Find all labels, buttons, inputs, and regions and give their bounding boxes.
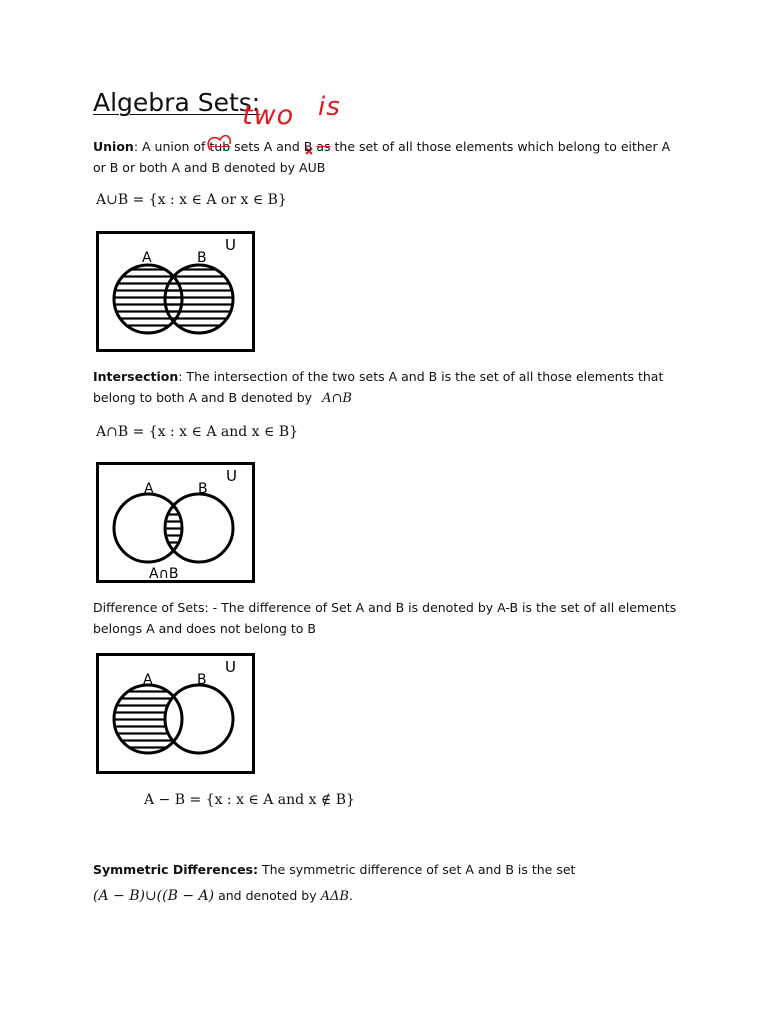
intersection-venn-diagram [96,462,256,584]
intersection-paragraph [93,366,683,409]
difference-label-a: A [143,672,153,688]
intersection-term: Intersection [93,369,179,384]
union-text-1: : A union of [133,139,210,154]
union-label-u: U [225,236,236,254]
intersection-inline-symbol: A∩B [322,391,352,406]
union-text-2: sets A and B [230,139,317,154]
difference-paragraph [93,597,683,639]
intersection-caption: A∩B [149,566,179,582]
union-venn-diagram [96,231,256,353]
symmetric-text-3: . [348,888,353,903]
intersection-label-a: A [144,481,154,497]
intersection-text-1: : The intersection of the two sets A and B is the set of all those elements that [178,369,664,384]
page-title: Algebra Sets: [93,88,261,117]
intersection-label-u: U [226,467,237,485]
symmetric-line2 [93,885,683,907]
difference-text-1: Difference of Sets: - The difference of Set A and B is denoted by A-B is the set of all elements [93,600,677,615]
symmetric-text-1: The symmetric difference of set A and B is the set [258,862,576,877]
union-text-3: the set of all those elements which belong to either A [330,139,671,154]
union-formula: A∪B = {x : x ∈ A or x ∈ B} [96,192,287,208]
difference-label-u: U [225,658,236,676]
union-label-b: B [197,250,207,266]
difference-venn-diagram [96,653,256,775]
struck-word-2: as [316,139,331,154]
difference-text-line2: belongs A and does not belong to B [93,621,316,636]
intersection-text-line2: belong to both A and B denoted by [93,390,313,405]
union-term: Union [93,139,134,154]
symmetric-inline-symbol: AΔB [320,889,349,904]
difference-label-b: B [197,672,207,688]
struck-word: tub [209,139,231,154]
symmetric-paragraph [93,859,683,880]
difference-formula: A − B = {x : x ∈ A and x ∉ B} [144,792,355,808]
union-text-line2: or B or both A and B denoted by AUB [93,160,326,175]
intersection-formula: A∩B = {x : x ∈ A and x ∈ B} [96,424,299,440]
handwritten-correction: is [318,92,341,122]
union-label-a: A [142,250,152,266]
handwritten-insert: two [242,100,295,131]
intersection-label-b: B [198,481,208,497]
symmetric-text-2: and denoted by [214,888,321,903]
union-paragraph [93,136,683,178]
symmetric-formula: (A − B)∪((B − A) [93,888,215,904]
symmetric-term: Symmetric Differences: [93,862,258,877]
